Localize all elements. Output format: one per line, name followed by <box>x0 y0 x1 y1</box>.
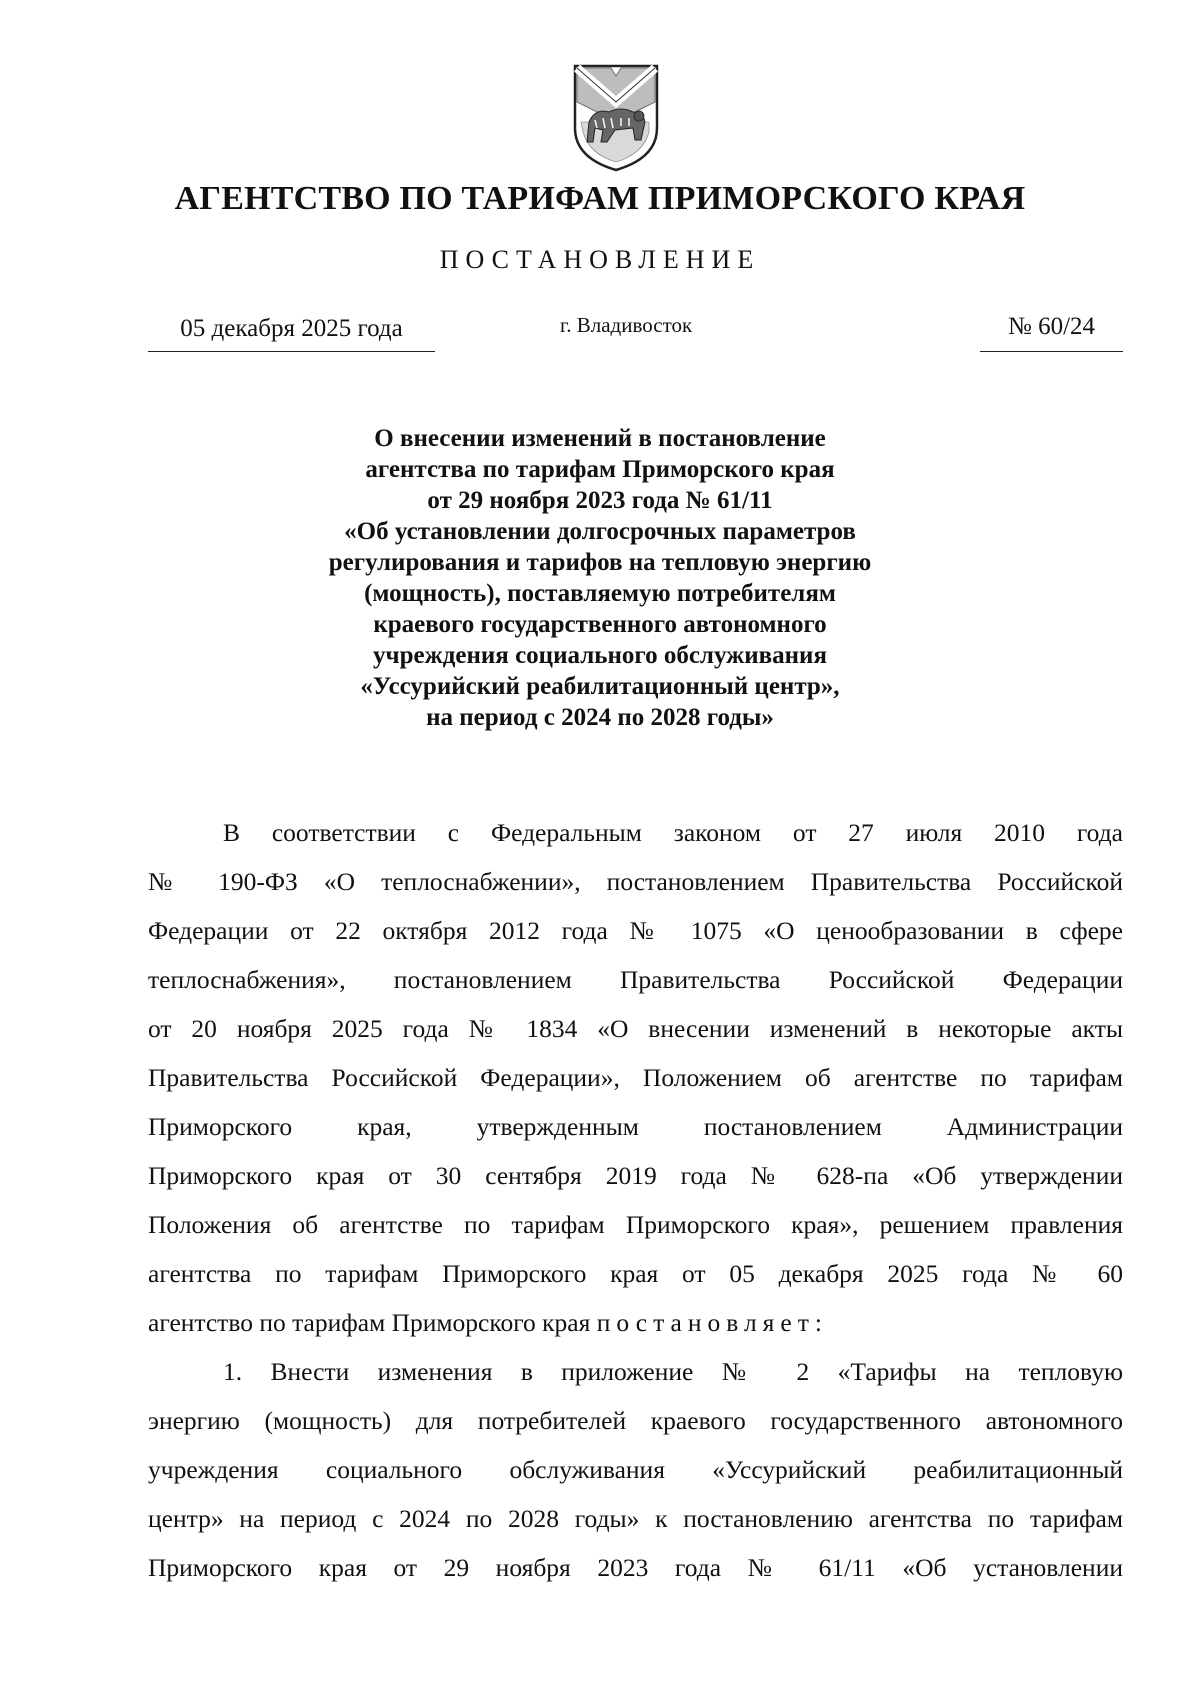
body-line: Приморского края от 30 сентября 2019 года № 628-па «Об утверждении <box>148 1161 1123 1190</box>
body-line: теплоснабжения», постановлением Правительства Российской Федерации <box>148 965 1123 994</box>
body-line: центр» на период с 2024 по 2028 годы» к постановлению агентства по тарифам <box>148 1504 1123 1533</box>
title-line: «Уссурийский реабилитационный центр», <box>360 673 840 700</box>
document-number: № 60/24 <box>980 313 1123 352</box>
document-city: г. Владивосток <box>560 313 693 337</box>
title-line: агентства по тарифам Приморского края <box>365 456 835 483</box>
title-line: от 29 ноября 2023 года № 61/11 <box>427 487 773 514</box>
body-line: Положения об агентстве по тарифам Приморского края», решением правления <box>148 1210 1123 1239</box>
body-line: Приморского края от 29 ноября 2023 года № 61/11 «Об установлении <box>148 1553 1123 1582</box>
body-line: Приморского края, утвержденным постановлением Администрации <box>148 1112 1123 1141</box>
title-line: (мощность), поставляемую потребителям <box>364 580 836 607</box>
title-line: «Об установлении долгосрочных параметров <box>344 518 856 545</box>
title-line: регулирования и тарифов на тепловую энергию <box>328 549 872 576</box>
resolves-word: постановляет: <box>596 1308 828 1337</box>
document-title <box>300 423 900 733</box>
body-line: агентства по тарифам Приморского края от 05 декабря 2025 года № 60 <box>148 1259 1123 1288</box>
document-body <box>148 808 1123 1592</box>
body-line: от 20 ноября 2025 года № 1834 «О внесении изменений в некоторые акты <box>148 1014 1123 1043</box>
body-line: № 190-ФЗ «О теплоснабжении», постановлением Правительства Российской <box>148 867 1123 896</box>
body-line: Правительства Российской Федерации», Положением об агентстве по тарифам <box>148 1063 1123 1092</box>
title-line: краевого государственного автономного <box>373 611 827 638</box>
primorsky-krai-coat-of-arms-icon <box>571 62 661 174</box>
body-line: энергию (мощность) для потребителей краевого государственного автономного <box>148 1406 1123 1435</box>
body-line: 1. Внести изменения в приложение № 2 «Тарифы на тепловую <box>223 1357 1123 1386</box>
body-line: В соответствии с Федеральным законом от 27 июля 2010 года <box>223 818 1123 847</box>
document-date: 05 декабря 2025 года <box>148 315 435 352</box>
title-line: учреждения социального обслуживания <box>373 642 827 669</box>
body-line-resolution <box>148 1298 1123 1347</box>
agency-name: АГЕНТСТВО ПО ТАРИФАМ ПРИМОРСКОГО КРАЯ <box>174 180 1026 217</box>
title-line: О внесении изменений в постановление <box>374 425 826 452</box>
title-line: на период с 2024 по 2028 годы» <box>426 704 774 731</box>
body-line-text: агентство по тарифам Приморского края <box>148 1308 591 1337</box>
body-line: Федерации от 22 октября 2012 года № 1075 «О ценообразовании в сфере <box>148 916 1123 945</box>
document-type: ПОСТАНОВЛЕНИЕ <box>439 245 761 274</box>
body-line: учреждения социального обслуживания «Уссурийский реабилитационный <box>148 1455 1123 1484</box>
